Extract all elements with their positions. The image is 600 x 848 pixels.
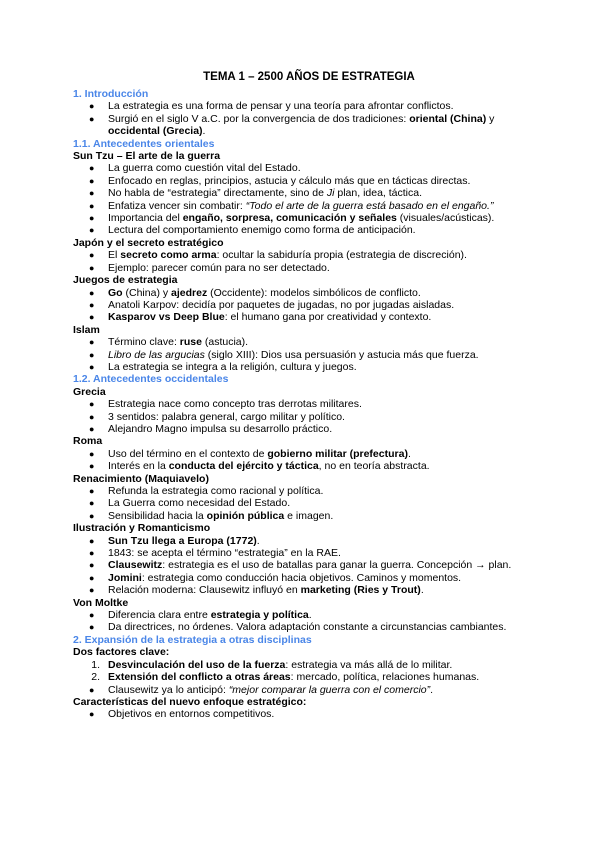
list-item: ● Importancia del engaño, sorpresa, comunicación y señales (visuales/acústicas). (89, 212, 495, 225)
bullet-list (73, 398, 533, 435)
bullet-icon: ● (89, 411, 95, 422)
bullet-icon: ● (89, 349, 95, 360)
bullet-icon: ● (89, 709, 95, 720)
list-item: ● La estrategia se integra a la religión, cultura y juegos. (89, 360, 357, 373)
document-content (73, 70, 533, 721)
list-item: 1. Desvinculación del uso de la fuerza: estrategia va más allá de lo militar. (73, 659, 533, 671)
bullet-list (73, 336, 533, 373)
bullet-icon: ● (89, 498, 95, 509)
bullet-list (73, 485, 533, 522)
section-heading-introduccion: 1. Introducción (73, 88, 149, 100)
list-item: ● Enfocado en reglas, principios, astucia y cálculo más que en tácticas directas. (89, 174, 471, 187)
bullet-icon: ● (89, 572, 95, 583)
list-item: ● Clausewitz: estrategia es el uso de batallas para ganar la guerra. Concepción → plan. (89, 559, 512, 572)
document-title: TEMA 1 – 2500 AÑOS DE ESTRATEGIA (203, 71, 415, 83)
list-item: ● Estrategia nace como concepto tras derrotas militares. (89, 398, 362, 411)
bullet-list (73, 609, 533, 634)
list-item: ● Enfatiza vencer sin combatir: “Todo el arte de la guerra está basado en el engaño.” (89, 199, 494, 212)
list-item: ● La guerra como cuestión vital del Estado. (89, 162, 301, 175)
bullet-icon: ● (89, 287, 95, 298)
subsection-heading-suntzu: Sun Tzu – El arte de la guerra (73, 150, 221, 163)
numbered-list (73, 659, 533, 684)
subsection-heading-caracteristicas: Características del nuevo enfoque estratégico: (73, 695, 307, 708)
list-item: ● 1843: se acepta el término “estrategia” en la RAE. (89, 547, 341, 560)
list-item: ● Uso del término en el contexto de gobierno militar (prefectura). (89, 447, 411, 460)
section-heading-expansion: 2. Expansión de la estrategia a otras disciplinas (73, 633, 312, 646)
list-item: 2. Extensión del conflicto a otras áreas: mercado, política, relaciones humanas. (73, 671, 533, 683)
subsection-heading-renacimiento: Renacimiento (Maquiavelo) (73, 472, 209, 485)
bullet-list (73, 448, 533, 473)
bullet-icon: ● (89, 622, 95, 633)
bullet-list (73, 708, 533, 720)
subsection-heading-grecia: Grecia (73, 385, 106, 398)
bullet-icon: ● (89, 337, 95, 348)
bullet-icon: ● (89, 548, 95, 559)
bullet-icon: ● (89, 461, 95, 472)
bullet-icon: ● (89, 163, 95, 174)
list-item: ● Anatoli Karpov: decidía por paquetes de jugadas, no por jugadas aisladas. (89, 298, 455, 311)
bullet-icon: ● (89, 225, 95, 236)
list-item: ● Surgió en el siglo V a.C. por la convergencia de dos tradiciones: oriental (China) y occidental (Grecia). (89, 112, 495, 138)
bullet-icon: ● (89, 299, 95, 310)
list-item: ● Libro de las argucias (siglo XIII): Dios usa persuasión y astucia más que fuerza. (89, 348, 479, 361)
list-item: ● Da directrices, no órdenes. Valora adaptación constante a circunstancias cambiantes. (89, 621, 507, 634)
list-item: ● Go (China) y ajedrez (Occidente): modelos simbólicos de conflicto. (89, 286, 421, 299)
bullet-icon: ● (89, 213, 95, 224)
bullet-icon: ● (89, 175, 95, 186)
bullet-icon: ● (89, 361, 95, 372)
list-item: ● Jomini: estrategia como conducción hacia objetivos. Caminos y momentos. (89, 571, 462, 584)
list-item: ● El secreto como arma: ocultar la sabiduría propia (estrategia de discreción). (89, 249, 467, 262)
bullet-icon: ● (89, 188, 95, 199)
list-item: ● Objetivos en entornos competitivos. (89, 708, 275, 721)
list-item: ● No habla de “estrategia” directamente, sino de Ji plan, idea, táctica. (89, 187, 423, 200)
bullet-icon: ● (89, 535, 95, 546)
list-item: ● Refunda la estrategia como racional y política. (89, 485, 324, 497)
bullet-list (73, 162, 533, 236)
bullet-icon: ● (89, 250, 95, 261)
list-number: 1. (91, 658, 100, 671)
list-item: ● Relación moderna: Clausewitz influyó en marketing (Ries y Trout). (89, 584, 424, 597)
bullet-icon: ● (89, 101, 95, 112)
bullet-list (73, 249, 533, 274)
subsection-heading-japon: Japón y el secreto estratégico (73, 236, 224, 249)
bullet-icon: ● (89, 448, 95, 459)
list-item: ● 3 sentidos: palabra general, cargo militar y político. (89, 410, 345, 423)
bullet-list (73, 535, 533, 597)
bullet-list (73, 100, 533, 137)
subsection-heading-juegos: Juegos de estrategia (73, 274, 178, 287)
list-item: ● Diferencia clara entre estrategia y política. (89, 609, 312, 622)
bullet-icon: ● (89, 560, 95, 571)
list-item: ● Sensibilidad hacia la opinión pública e imagen. (89, 509, 334, 522)
section-heading-occidentales: 1.2. Antecedentes occidentales (73, 373, 229, 386)
list-item: ● Alejandro Magno impulsa su desarrollo práctico. (89, 422, 333, 435)
list-item: ● La Guerra como necesidad del Estado. (89, 497, 291, 510)
bullet-icon: ● (89, 423, 95, 434)
list-item: ● Sun Tzu llega a Europa (1772). (89, 534, 260, 547)
list-item: ● Kasparov vs Deep Blue: el humano gana por creatividad y contexto. (89, 311, 432, 324)
subsection-heading-ilustracion: Ilustración y Romanticismo (73, 522, 211, 535)
section-heading-orientales: 1.1. Antecedentes orientales (73, 137, 215, 150)
bullet-icon: ● (89, 200, 95, 211)
bullet-icon: ● (89, 113, 95, 124)
bullet-list (73, 287, 533, 324)
bullet-icon: ● (89, 486, 95, 496)
subsection-heading-moltke: Von Moltke (73, 596, 129, 609)
bullet-icon: ● (89, 585, 95, 596)
bullet-list (73, 684, 533, 696)
subsection-heading-factores: Dos factores clave: (73, 646, 170, 659)
list-item: ● Clausewitz ya lo anticipó: “mejor comparar la guerra con el comercio”. (89, 683, 434, 696)
list-item: ● Lectura del comportamiento enemigo como forma de anticipación. (89, 224, 416, 237)
bullet-icon: ● (89, 399, 95, 410)
list-item: ● Término clave: ruse (astucia). (89, 336, 249, 349)
bullet-icon: ● (89, 312, 95, 323)
list-item: ● Ejemplo: parecer común para no ser detectado. (89, 261, 330, 274)
list-item: ● Interés en la conducta del ejército y táctica, no en teoría abstracta. (89, 460, 430, 473)
list-number: 2. (91, 671, 100, 684)
bullet-icon: ● (89, 684, 95, 695)
list-item: ● La estrategia es una forma de pensar y una teoría para afrontar conflictos. (89, 100, 454, 113)
subsection-heading-roma: Roma (73, 435, 103, 448)
subsection-heading-islam: Islam (73, 323, 100, 336)
bullet-icon: ● (89, 262, 95, 273)
bullet-icon: ● (89, 610, 95, 621)
bullet-icon: ● (89, 510, 95, 521)
